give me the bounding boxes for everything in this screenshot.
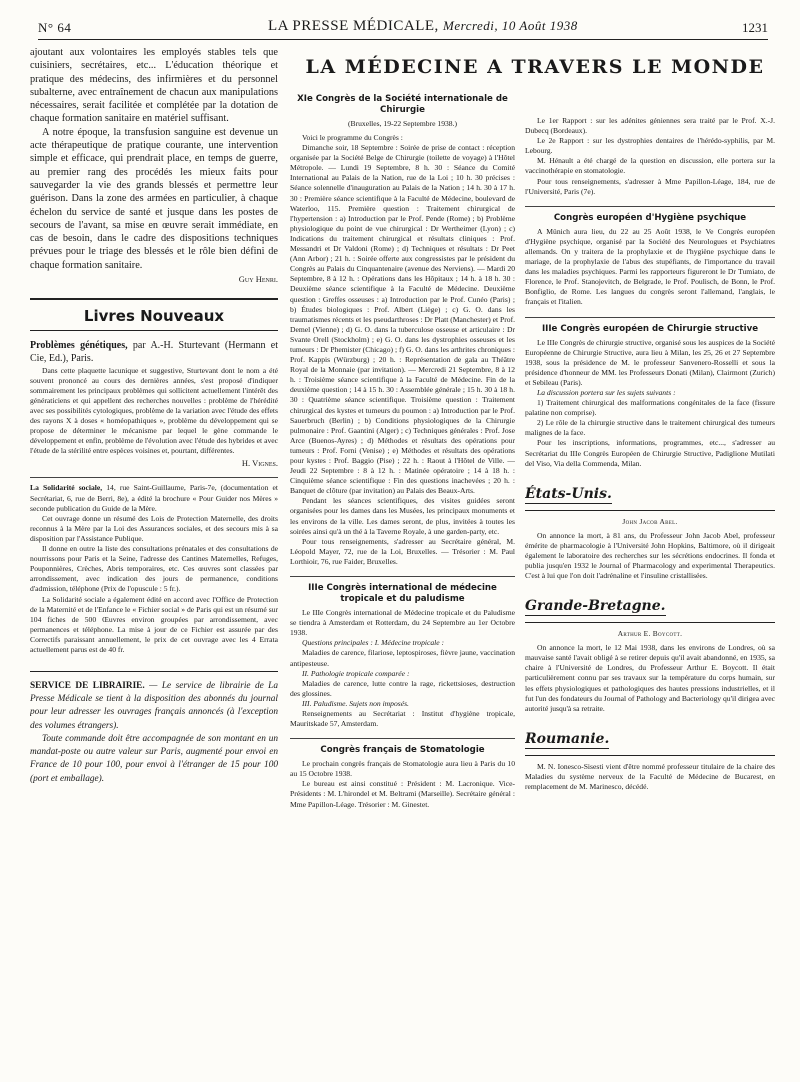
congress-paragraph: Le prochain congrès français de Stomatologie aura lieu à Paris du 10 au 15 Octobre 1938. <box>290 759 515 779</box>
obituary-text: On annonce la mort, le 12 Mai 1938, dans les environs de Londres, où sa mauvaise santé l'avait obligé à se retirer depuis qu'il avait abandonné, en 1935, sa chaire à l'Université de Londres, du Professeur Arthur E. Boycott. Il était particulièrement connu par ses travaux sur la température du corps humain, sur les effets physiologiques et pathologiques des hautes pressions industrielles, et il fut l'un des fondateurs du Journal of Pathology and Bacteriology qu'il dirigea avec autorité jusqu'à sa retraite. <box>525 643 775 713</box>
journal-title <box>268 18 578 35</box>
intro-paragraph: A notre époque, la transfusion sanguine est devenue un acte thérapeutique de pratique courante, une intervention simple et efficace, qui prendrait place, en temps de guerre, au premier rang des procédés les mieux faits pour sauvegarder la vie des grands blessés et permettre leur guérison. Dans la zone des armées en particulier, à chaque échelon du service de santé et jusque dans les postes de secours de l'avant, sa mise en œuvre serait immédiate, en cas de besoin, dans le cadre des dispositions techniques prévues pour le triage des blessés et le rôle bien défini de chaque formation sanitaire. <box>30 126 278 271</box>
report-item: Le 1er Rapport : sur les adénites géniennes sera traité par le Prof. X.-J. Dubecq (Bordeaux). <box>525 116 775 136</box>
obituary-text: On annonce la mort, à 81 ans, du Professeur John Jacob Abel, professeur émérite de pharmacologie à l'Université John Hopkins, Baltimore, où il dirigeait également le laboratoire des recherches sur les sécrétions endocrines. Il fonda et publia jusqu'en 1932 le Journal of Pharmacology and experimental Therapeutics. C'est à lui que l'on doit l'adrénaline et l'insuline cristallisées. <box>525 530 775 581</box>
congress-title: IIIe Congrès européen de Chirurgie structive <box>541 323 759 334</box>
report-item: M. Hénault a été chargé de la question en discussion, elle portera sur la vaccinothérapie en stomatologie. <box>525 156 775 176</box>
service-paragraph: Toute commande doit être accompagnée de son montant en un mandat-poste ou autre valeur sur Paris, augmenté pour envoi en France de 10 pour 100, pour envoi à l'étranger de 15 pour 100 (port et emballage). <box>30 733 278 784</box>
country-heading: Grande-Bretagne. <box>525 598 666 615</box>
congress-title: Congrès européen d'Hygiène psychique <box>553 212 747 223</box>
congress-subtitle: (Bruxelles, 19-22 Septembre 1938.) <box>347 119 458 128</box>
congress-questions: II. Pathologie tropicale comparée : <box>302 668 410 678</box>
obituary-name: Arthur E. Boycott. <box>617 629 683 639</box>
column-right <box>525 116 775 1078</box>
book-review: Dans cette plaquette lacunique et suggestive, Sturtevant dont le nom a été souvent prononcé au cours des dernières années, s'est proposé d'indiquer sommairement les principaux problèmes qui sollicitent actuellement l'intérêt des génératiciens et qui appellent des recherches nouvelles : problème de l'hérédité avec ses possibilités cytologiques, problème de la variation avec l'étude des effets des rayons X à doses « homéopathiques », problème du développement qui se propose de déterminer le mécanisme par lequel le gène commande le développement et enfin, problème de l'évolution avec l'étude des hybrides et avec l'étude de la stérilité entre espèces voisines et, pourtant, différentes. <box>30 365 278 456</box>
congress-title: XIe Congrès de la Société internationale de Chirurgie <box>297 94 508 115</box>
congress-paragraph: Le bureau est ainsi constitué : Président : M. Lacronique. Vice-Présidents : M. L'hirondel et M. Beltrami (Marseille). Secrétaire général : Mme Papillon-Léage. Trésorier : M. Ginestet. <box>290 779 515 809</box>
column-left <box>30 46 278 1076</box>
divider <box>290 738 515 739</box>
congress-questions: III. Paludisme. Sujets non imposés. <box>302 698 409 708</box>
report-item: Le 2e Rapport : sur les dystrophies dentaires de l'hérédo-syphilis, par M. Lebourg. <box>525 136 775 156</box>
livres-nouveaux-heading: Livres Nouveaux <box>30 298 278 331</box>
country-heading: Roumanie. <box>525 730 610 747</box>
congress-paragraph: Le IIIe Congrès international de Médecine tropicale et du Paludisme se tiendra à Amsterdam et Rotterdam, du 24 Septembre au 1er Octobre 1938. <box>290 608 515 638</box>
country-section <box>525 477 775 511</box>
review-signature: H. Vignes. <box>241 458 278 469</box>
divider <box>525 206 775 207</box>
book-entry <box>30 339 278 366</box>
congress-title: IIIe Congrès international de médecine tropicale et du paludisme <box>308 583 497 605</box>
page-number: 1231 <box>742 20 768 35</box>
congress-intro: Voici le programme du Congrès : <box>302 133 403 142</box>
issue-number: N° 64 <box>38 20 72 35</box>
congress-paragraph: Pour tous renseignements, s'adresser au Secrétaire général, M. Léopold Mayer, 72, rue de la Loi, Bruxelles. — Trésorier : M. Paul Lorthioir, 76, rue Faider, Bruxelles. <box>290 536 515 566</box>
congress-subjects-lead: La discussion portera sur les sujets suivants : <box>537 387 676 397</box>
contact-paragraph: Pour tous renseignements, s'adresser à Mme Papillon-Léage, 184, rue de l'Université, Paris (7e). <box>525 176 775 196</box>
solidarite-intro <box>30 483 278 513</box>
congress-info: Renseignements au Secrétariat : Institut d'hygiène tropicale, Mauritskade 57, Amsterdam. <box>290 708 515 729</box>
service-paragraph <box>30 680 278 733</box>
congress-subject: 1) Traitement chirurgical des malformations congénitales de la face (fissure palatine non comprise). <box>525 398 775 418</box>
congress-paragraph: Pendant les séances scientifiques, des visites guidées seront organisées pour les dames dans les Musées, les principaux monuments et les environs de la ville. Les dames seront, de plus, invitées à toutes les soirées ainsi qu'à un thé à la Taverne Royale, à une garden-party, etc. <box>290 496 515 536</box>
country-section <box>525 722 775 756</box>
congress-paragraph: Pour les inscriptions, informations, programmes, etc..., s'adresser au Secrétariat du IIIe Congrès Européen de Chirurgie Structive, Padiglione Mutilati del Viso, Via della Commenda, Milan. <box>525 438 775 468</box>
journal-name: LA PRESSE MÉDICALE, <box>268 18 439 34</box>
service-librairie <box>30 671 278 786</box>
section-banner: LA MÉDECINE A TRAVERS LE MONDE <box>305 56 765 78</box>
congress-questions: Questions principales : I. Médecine tropicale : <box>302 638 445 648</box>
congress-paragraph: A Münich aura lieu, du 22 au 25 Août 1938, le Ve Congrès européen d'Hygiène psychique, organisé par la Société des Neurologues et Psychiatres allemands. On y traitera de la prophylaxie et de l'hygiène psychique dans le mariage, de la prophylaxie de l'abus des stupéfiants, de l'importance du travail dans les maladies psychiques. Parmi les rapporteurs figureront le Dr Tumiato, de Florence, le Prof. Stanojevitch, de Belgrade, le Prof. Poulisch, de Bonn, le Prof. Bonfiglio, de Rome. Les langues du congrès seront l'allemand, l'anglais, le français et l'italien. <box>525 226 775 307</box>
page-header <box>38 18 768 40</box>
country-heading: États-Unis. <box>525 485 612 502</box>
country-section <box>525 589 775 623</box>
congress-subject: 2) Le rôle de la chirurgie structive dans le traitement chirurgical des tumeurs malignes de la face. <box>525 418 775 438</box>
divider <box>30 477 278 478</box>
congress-program: Dimanche soir, 18 Septembre : Soirée de prise de contact : réception organisée par la Société Belge de Chirurgie (toilette de voyage) à l'Hôtel Métropole. — Lundi 19 Septembre, 8 h. 30 : Séance du Comité International au Palais de la Nation, rue de la Loi ; 10 h. 30 précises : Séance solennelle d'inauguration au Palais de la Nation ; 14 h. 30 à 17 h. 30 : Première séance scientifique à la Faculté de Médecine, boulevard de Waterloo, 115. Première question : Traitement chirurgical de l'hypertension : a) Introduction par le Prof. Pende (Rome) ; b) Problème physiologique du point de vue chirurgical : Dr Wertheimer (Lyon) ; c) Indications du traitement chirurgical et résultats cliniques : Prof. Messandri et Dr Valdoni (Rome) ; d) Techniques et résultats : Dr Peet (Ann Arbor) ; 21 h. : Soirée offerte aux congressistes par le président du Congrès au Palais du Cinquantenaire (avenue des Nerviens). — Mardi 20 Septembre, 8 à 12 h. : Opérations dans les Hôpitaux ; 14 h. à 18 h. 30 : Deuxième séance scientifique à la Faculté de Médecine. Deuxième question : Greffes osseuses : a) Introduction par le Prof. Cunéo (Paris) ; b) Études biologiques : Prof. Albert (Liège) ; c) G. O. dans les traumatismes récents et les pseudarthroses : Dr Platt (Manchester) et Prof. Demel (Vienne) ; d) G. O. dans la tuberculose osseuse et articulaire : Dr Svante Orell (Stockholm) ; e) G. O. dans les dystrophies osseuses et les tumeurs : Dr Phemister (Chicago) ; f) G. O. dans les arthrites chroniques : Prof. Kappis (Würzburg) ; 20 h. : Représentation de gala au Théâtre Royal de la Monnaie (par invitation). — Mercredi 21 Septembre, 8 à 12 h. : Troisième séance scientifique à la Faculté de Médecine. Fin de la deuxième question ; 14 à 15 h. 30 : Assemblée générale ; 15 h. 30 à 18 h. 30 : Quatrième séance scientifique. Troisième question : Traitement chirurgical des kystes et tumeurs du poumon : a) Introduction par le Prof. Sauerbruch (Berlin) ; b) Conditions physiologiques de la Chirurgie pulmonaire : Prof. Gaantini (Alger) ; c) Techniques générales : Prof. Jose Arce (Buenos-Ayres) ; d) Méthodes et résultats des opérations pour tumeurs : Prof. Forni (Venise) ; e) Méthodes et résultats des opérations pour kystes : Prof. Baggio (Pise) ; 22 h. : Raout à l'Hôtel de Ville. — Jeudi 22 Septembre : 8 à 12 h. : Matinée opératoire ; 14 à 18 h. : Cinquième séance scientifique : Fin des questions inachevées ; 20 h. : Banquet de clôture (par invitation) au Palais des Beaux-Arts. <box>290 143 515 496</box>
obituary-name: John Jacob Abel. <box>622 516 678 526</box>
divider <box>290 576 515 577</box>
solidarite-paragraph: Cet ouvrage donne un résumé des Lois de Protection Maternelle, des droits reconnus à la Mère par la Loi des Assurances sociales, et des secours mis à sa disposition par l'Assistance Publique. <box>30 513 278 543</box>
congress-paragraph: Le IIIe Congrès de chirurgie structive, organisé sous les auspices de la Société Européenne de Chirurgie Structive, aura lieu à Milan, les 25, 26 et 27 Septembre 1938, sous la présidence de M. le professeur Sanvenero-Rosselli et sous la présidence d'honneur de MM. les Professeurs Donati (Milan), Clairmont (Zurich) et Sebileau (Paris). <box>525 337 775 387</box>
column-middle <box>290 88 515 1078</box>
solidarite-lead: La Solidarité sociale, <box>30 483 103 493</box>
solidarite-text: 14, rue Saint-Guillaume, Paris-7e, (documentation et Secrétariat, 6, rue de Berri, 8e), a édité la brochure « Pour Guider nos Mères » seconde publication du Guide de la Mère. <box>30 483 278 513</box>
author-signature: Guy Henri. <box>238 274 278 285</box>
book-title: Problèmes génétiques, <box>30 340 128 352</box>
congress-questions: Maladies de carence, lutte contre la rage, rickettsioses, destruction des glossines. <box>290 678 515 698</box>
book-reference: par A.-H. Sturtevant (Hermann et Cie, Ed.), Paris. <box>30 340 278 365</box>
news-text: M. N. Ionesco-Sisesti vient d'être nommé professeur titulaire de la chaire des Maladies du système nerveux de la Faculté de Médecine de Bucarest, en remplacement de M. Marinesco, décédé. <box>525 761 775 792</box>
divider <box>525 317 775 318</box>
intro-paragraph: ajoutant aux volontaires les employés stables tels que cuisiniers, secrétaires, etc... L'éducation théorique et pratique des médecins, des infirmières et du personnel subalterne, avec entraînement de chacun aux manipulations nécessaires, serait facilitée et complétée par la dotation de chaque formation sanitaire en matériel suffisant. <box>30 47 278 125</box>
congress-questions: Maladies de carence, filariose, leptospiroses, fièvre jaune, vaccination antipesteuse. <box>290 648 515 668</box>
solidarite-paragraph: La Solidarité sociale a également édité en accord avec l'Office de Protection de la Maternité et de l'Enfance le « Fichier social » de Paris qui est un résumé sur 104 fiches de 500 Œuvres environ groupées par arrondissement, avec permanences et téléphone. La mise à jour de ce Fichier est assurée par des Correctifs paraissant annuellement, le prix de cet ouvrage avec les 4 Errata actuellement parus est de 40 fr. <box>30 594 278 654</box>
service-text: — Le service de librairie de La Presse Médicale se tient à la disposition des abonnés du journal pour leur adresser les ouvrages français annoncés (à l'exception des volumes étrangers). <box>30 681 278 731</box>
issue-date: Mercredi, 10 Août 1938 <box>443 18 578 33</box>
service-lead: SERVICE DE LIBRAIRIE. <box>30 681 145 692</box>
solidarite-paragraph: Il donne en outre la liste des consultations prénatales et des consultations de nourrissons pour Paris et la Seine, l'adresse des Cantines Maternelles, Refuges, Pouponnières, Crèches, Abris temporaires, etc. Ces œuvres sont classées par arrondissement, avec indication des jours de permanence, conditions d'admission, téléphone (Prix de l'opuscule : 5 fr.). <box>30 544 278 594</box>
congress-title: Congrès français de Stomatologie <box>320 745 485 756</box>
